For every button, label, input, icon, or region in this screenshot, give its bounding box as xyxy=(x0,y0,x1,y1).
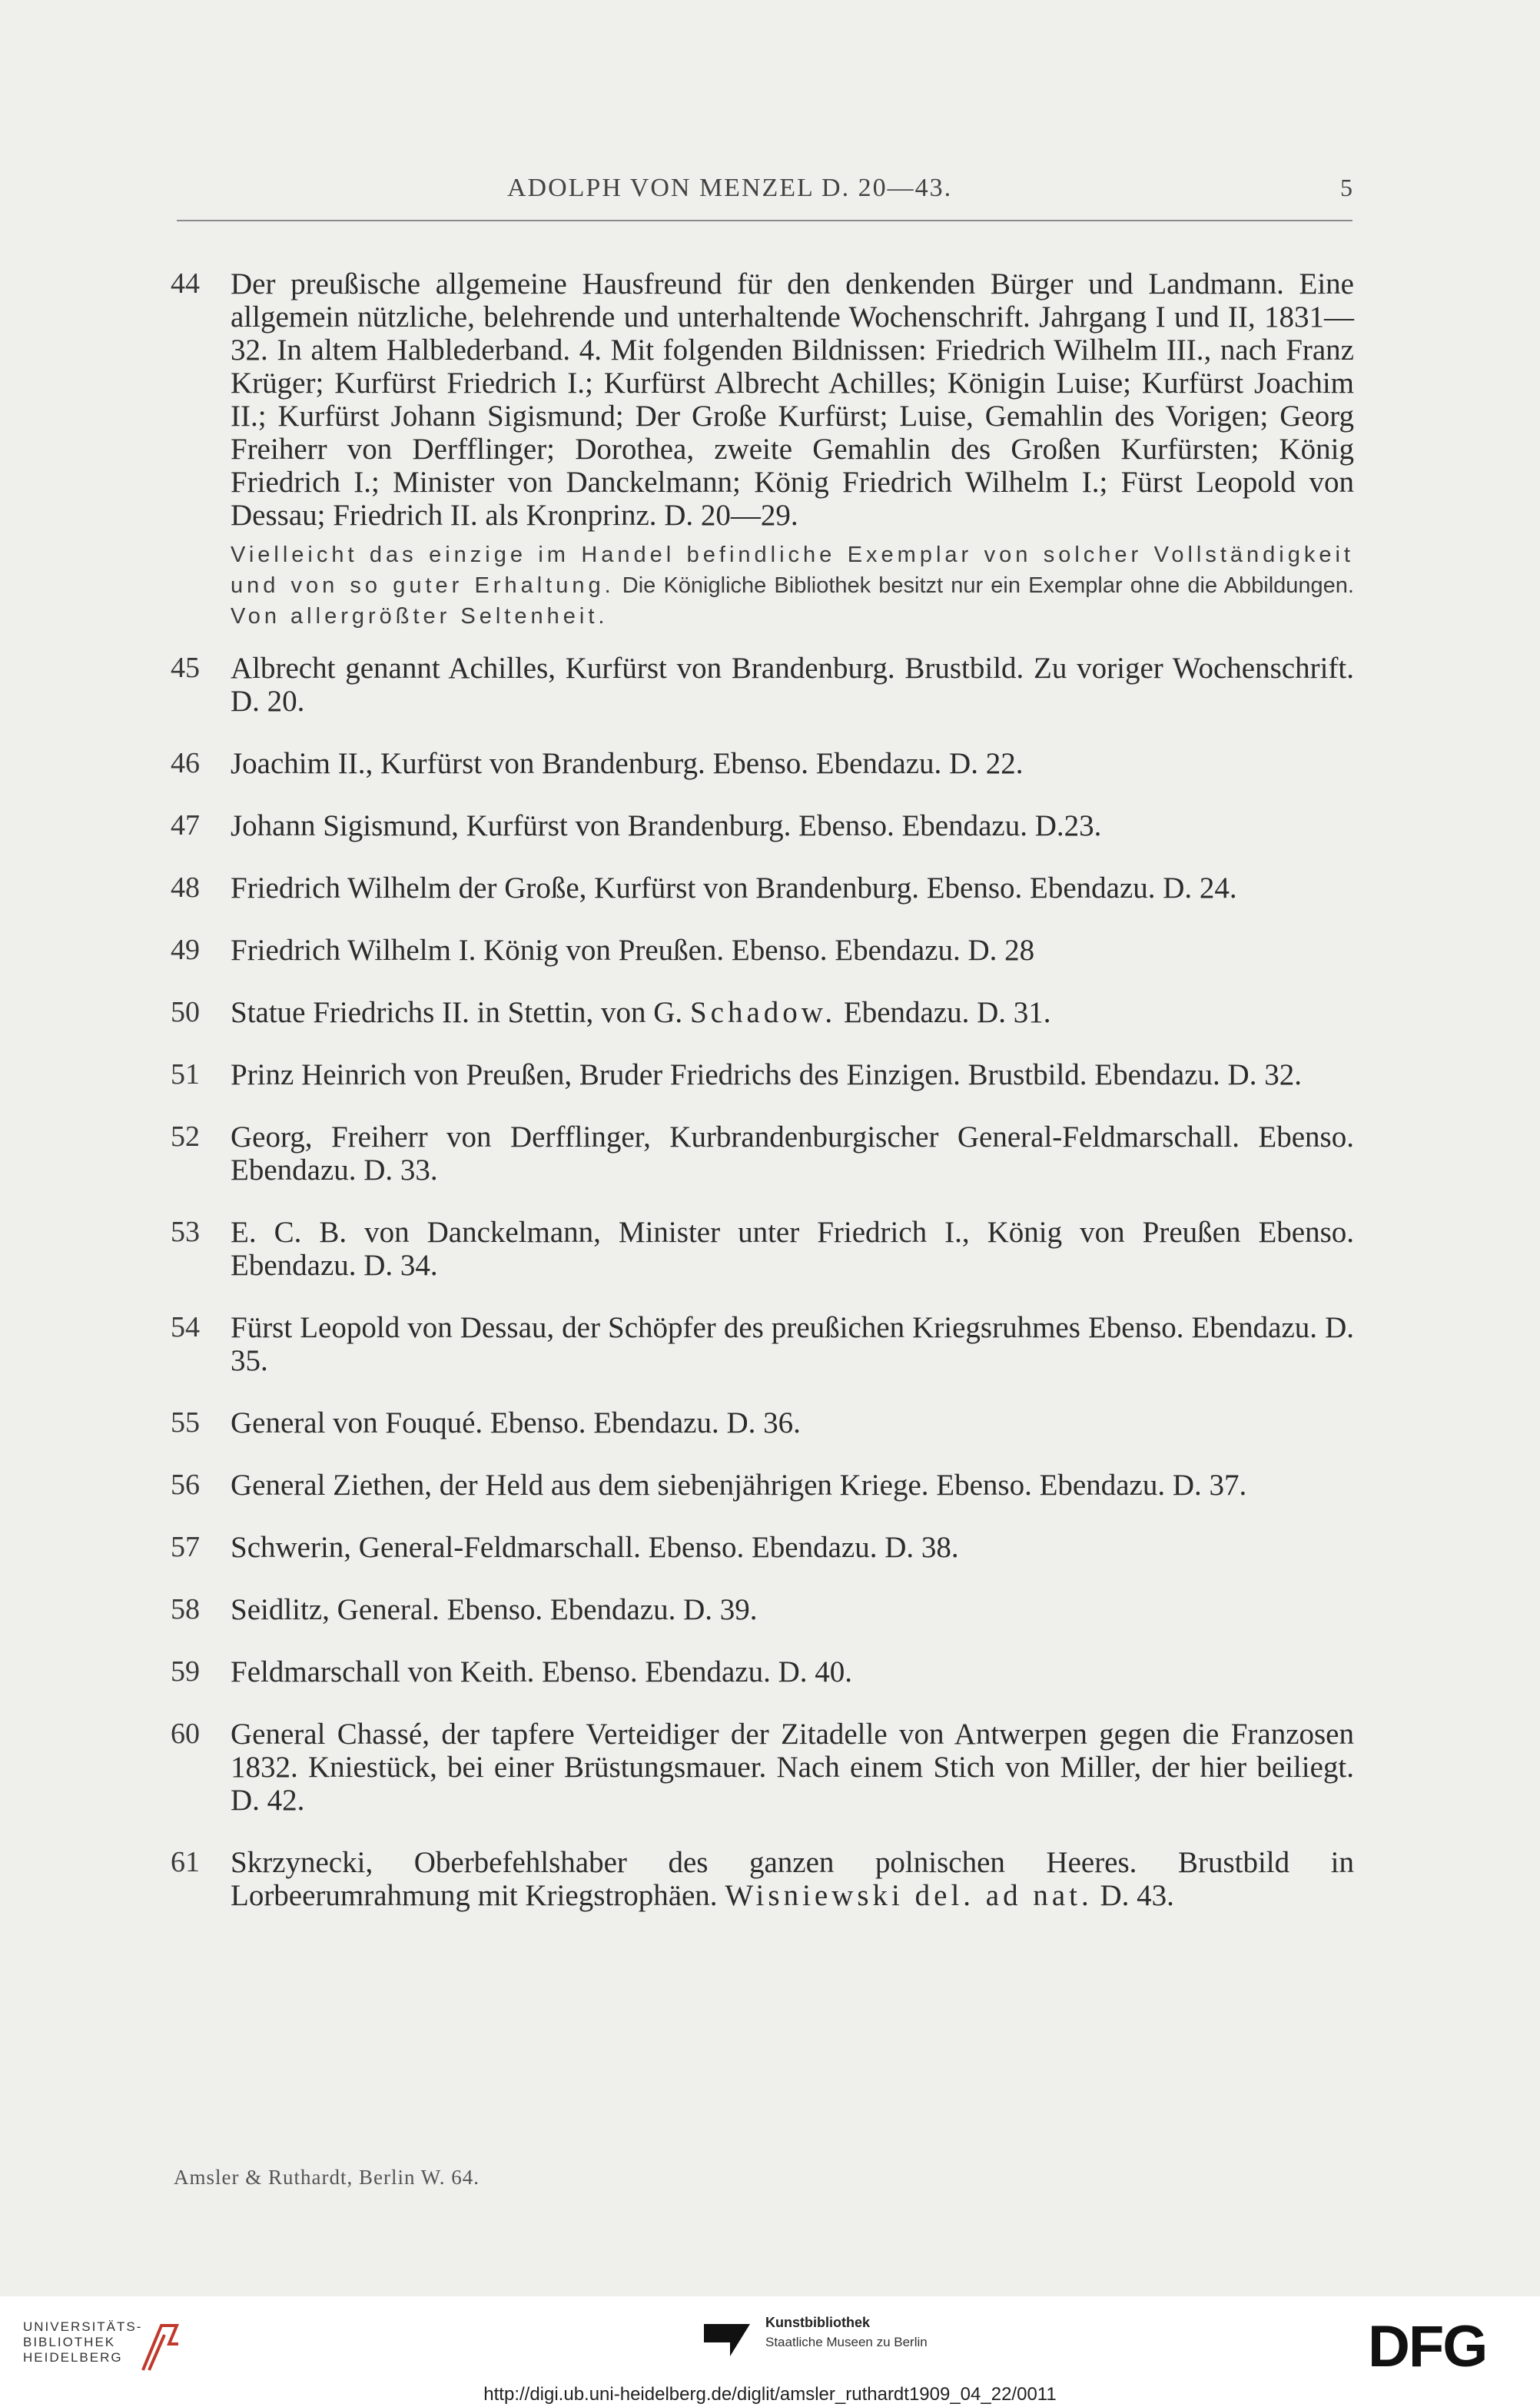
catalogue-entry xyxy=(171,1469,1354,1502)
entry-text: Friedrich Wilhelm I. König von Preußen. Ebenso. Ebendazu. D. 28 xyxy=(231,934,1035,967)
page-number: 5 xyxy=(1340,174,1352,201)
note-spaced-text: Von allergrößter Seltenheit. xyxy=(231,604,609,629)
entry-text: General von Fouqué. Ebenso. Ebendazu. D. 36. xyxy=(231,1406,801,1439)
entry-number: 46 xyxy=(171,747,200,779)
kunstbibliothek-logo[interactable] xyxy=(704,2310,981,2364)
entry-text-part: Statue Friedrichs II. in Stettin, von G. xyxy=(231,996,683,1029)
entry-number: 56 xyxy=(171,1469,200,1501)
entry-text-part: D. 43. xyxy=(1100,1879,1174,1912)
catalogue-entry xyxy=(171,996,1354,1029)
catalogue-entry xyxy=(171,1718,1354,1817)
entry-text: E. C. B. von Danckelmann, Minister unter Friedrich I., König von Preußen Ebenso. Ebendazu. D. 34. xyxy=(231,1216,1354,1282)
university-library-name xyxy=(23,2319,142,2366)
note-spaced-text: Vielleicht das einzige im Handel befindliche Exemplar von solcher Vollständigkeit und von so guter Erhaltung. xyxy=(231,543,1354,598)
entry-number: 50 xyxy=(171,996,200,1028)
kunstbibliothek-subtitle: Staatliche Museen zu Berlin xyxy=(765,2335,928,2349)
entry-number: 44 xyxy=(171,267,200,300)
artist-name: Schadow. xyxy=(689,996,837,1029)
entry-text: General Chassé, der tapfere Verteidiger der Zitadelle von Antwerpen gegen die Franzosen 1832. Kniestück, bei einer Brüstungsmauer. Nach einem Stich von Miller, der hier beiliegt. D. 42. xyxy=(231,1718,1354,1817)
artist-name: Wisniewski del. ad nat. xyxy=(725,1879,1093,1912)
catalogue-entry xyxy=(171,1216,1354,1282)
entry-text xyxy=(231,996,1354,1029)
permalink-url[interactable]: http://digi.ub.uni-heidelberg.de/diglit/amsler_ruthardt1909_04_22/0011 xyxy=(483,2384,1057,2405)
catalogue-entry xyxy=(171,809,1354,842)
catalogue-entry xyxy=(171,1311,1354,1377)
entry-text: Joachim II., Kurfürst von Brandenburg. Ebenso. Ebendazu. D. 22. xyxy=(231,747,1024,780)
entry-text xyxy=(231,1846,1354,1912)
entry-number: 57 xyxy=(171,1531,200,1563)
entry-number: 51 xyxy=(171,1058,200,1091)
digitization-footer xyxy=(0,2296,1540,2407)
header-rule xyxy=(177,220,1352,221)
entry-number: 52 xyxy=(171,1120,200,1153)
entry-number: 58 xyxy=(171,1593,200,1625)
catalogue-entries xyxy=(171,267,1354,1912)
note-text: Die Königliche Bibliothek besitzt nur ein Exemplar ohne die Abbildungen. xyxy=(622,573,1354,598)
running-title: ADOLPH VON MENZEL D. 20—43. xyxy=(507,174,953,202)
catalogue-entry xyxy=(171,1120,1354,1187)
catalogue-entry xyxy=(171,1531,1354,1564)
entry-text: Albrecht genannt Achilles, Kurfürst von Brandenburg. Brustbild. Zu voriger Wochenschrift. D. 20. xyxy=(231,652,1354,718)
catalogue-entry xyxy=(171,267,1354,632)
university-library-logo[interactable] xyxy=(23,2319,192,2373)
catalogue-entry xyxy=(171,1593,1354,1626)
entry-number: 45 xyxy=(171,652,200,684)
entry-text: Friedrich Wilhelm der Große, Kurfürst von Brandenburg. Ebenso. Ebendazu. D. 24. xyxy=(231,872,1237,905)
catalogue-entry xyxy=(171,1406,1354,1439)
kunstbibliothek-emblem-icon xyxy=(704,2319,750,2356)
entry-number: 48 xyxy=(171,872,200,904)
entry-number: 61 xyxy=(171,1846,200,1878)
entry-number: 60 xyxy=(171,1718,200,1750)
printer-imprint: Amsler & Ruthardt, Berlin W. 64. xyxy=(174,2166,480,2189)
catalogue-entry xyxy=(171,747,1354,780)
catalogue-entry xyxy=(171,934,1354,967)
catalogue-entry xyxy=(171,1058,1354,1091)
entry-note xyxy=(231,540,1354,632)
entry-text: Der preußische allgemeine Hausfreund für den denkenden Bürger und Landmann. Eine allgemein nützliche, belehrende und unterhaltende Wochenschrift. Jahrgang I und II, 1831—32. In altem Halblederband. 4. Mit folgenden Bildnissen: Friedrich Wilhelm III., nach Franz Krüger; Kurfürst Friedrich I.; Kurfürst Albrecht Achilles; Königin Luise; Kurfürst Joachim II.; Kurfürst Johann Sigismund; Der Große Kurfürst; Luise, Gemahlin des Vorigen; Georg Freiherr von Derfflinger; Dorothea, zweite Gemahlin des Großen Kurfürsten; König Friedrich I.; Minister von Danckelmann; König Friedrich Wilhelm I.; Fürst Leopold von Dessau; Friedrich II. als Kronprinz. D. 20—29. xyxy=(231,267,1354,532)
library-emblem-icon xyxy=(138,2322,181,2376)
entry-number: 53 xyxy=(171,1216,200,1248)
logo-text-line: HEIDELBERG xyxy=(23,2350,123,2365)
kunstbibliothek-name: Kunstbibliothek xyxy=(765,2315,870,2330)
entry-number: 54 xyxy=(171,1311,200,1343)
entry-number: 55 xyxy=(171,1406,200,1439)
page-header xyxy=(177,174,1352,220)
catalogue-entry xyxy=(171,872,1354,905)
entry-number: 47 xyxy=(171,809,200,842)
entry-text: Georg, Freiherr von Derfflinger, Kurbrandenburgischer General-Feldmarschall. Ebenso. Ebendazu. D. 33. xyxy=(231,1120,1354,1187)
entry-text: Fürst Leopold von Dessau, der Schöpfer des preußichen Kriegsruhmes Ebenso. Ebendazu. D. 35. xyxy=(231,1311,1354,1377)
entry-text: Johann Sigismund, Kurfürst von Brandenburg. Ebenso. Ebendazu. D.23. xyxy=(231,809,1102,842)
catalogue-entry xyxy=(171,1655,1354,1688)
entry-number: 59 xyxy=(171,1655,200,1688)
logo-text-line: BIBLIOTHEK xyxy=(23,2335,116,2349)
catalogue-entry xyxy=(171,652,1354,718)
catalogue-entry xyxy=(171,1846,1354,1912)
entry-text-part: Skrzynecki, Oberbefehlshaber des ganzen polnischen Heeres. Brustbild in Lorbeerumrahmung mit Kriegstrophäen. xyxy=(231,1846,1354,1912)
entry-text: Seidlitz, General. Ebenso. Ebendazu. D. 39. xyxy=(231,1593,758,1626)
entry-number: 49 xyxy=(171,934,200,966)
dfg-logo[interactable]: DFG xyxy=(1368,2314,1487,2379)
entry-text: Schwerin, General-Feldmarschall. Ebenso. Ebendazu. D. 38. xyxy=(231,1531,959,1564)
entry-text: Prinz Heinrich von Preußen, Bruder Friedrichs des Einzigen. Brustbild. Ebendazu. D. 32. xyxy=(231,1058,1302,1091)
entry-text: General Ziethen, der Held aus dem siebenjährigen Kriege. Ebenso. Ebendazu. D. 37. xyxy=(231,1469,1247,1502)
logo-text-line: UNIVERSITÄTS- xyxy=(23,2319,143,2334)
entry-text-part: Ebendazu. D. 31. xyxy=(843,996,1051,1029)
entry-text: Feldmarschall von Keith. Ebenso. Ebendazu. D. 40. xyxy=(231,1655,853,1688)
